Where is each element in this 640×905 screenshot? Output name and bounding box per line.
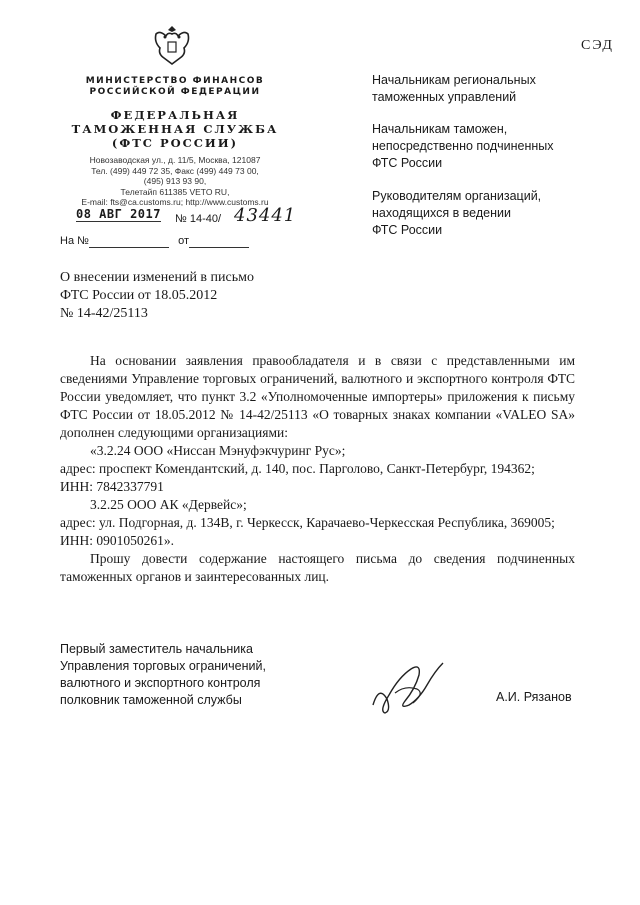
- handwritten-signature: [365, 655, 455, 725]
- reference-line: На № от: [60, 235, 249, 248]
- list-item: ИНН: 7842337791: [60, 479, 164, 494]
- sed-stamp: СЭД: [581, 38, 614, 53]
- letter-subject: О внесении изменений в письмо ФТС России от 18.05.2012 № 14-42/25113: [60, 270, 254, 321]
- addressee-regional: Начальникам региональных таможенных управлений: [372, 73, 536, 104]
- list-item: ИНН: 0901050261».: [60, 533, 174, 548]
- addressee-organizations: Руководителям организаций, находящихся в ведении ФТС России: [372, 189, 542, 237]
- letter-date: 08 АВГ 2017: [76, 207, 161, 221]
- signatory-name: А.И. Рязанов: [496, 690, 572, 704]
- contact-block: Новозаводская ул., д. 11/5, Москва, 121087 Тел. (499) 449 72 35, Факс (499) 449 73 00, (495) 913 93 90, Телетайп 611385 VETO RU, E-mail: fts@ca.customs.ru; http://www.customs.ru: [81, 155, 269, 207]
- body-paragraph-2: Прошу довести содержание настоящего письма до сведения подчиненных таможенных органов и заинтересованных лиц.: [60, 551, 575, 584]
- body-paragraph-1: На основании заявления правообладателя и в связи с представленными им сведениями Управление торговых ограничений, валютного и экспортного контроля ФТС России уведомляет, что пункт 3.2 «Уполномоченные импортеры» приложения к письму ФТС России от 18.05.2012 № 14-42/25113 «О товарных знаках компании «VALEO SA» дополнен следующими организациями:: [60, 353, 575, 440]
- list-item: адрес: проспект Комендантский, д. 140, пос. Парголово, Санкт-Петербург, 194362;: [60, 461, 535, 476]
- coat-of-arms-emblem: [150, 22, 194, 68]
- list-item: адрес: ул. Подгорная, д. 134В, г. Черкесск, Карачаево-Черкесская Республика, 369005;: [60, 515, 555, 530]
- list-item: «3.2.24 ООО «Ниссан Мэнуфэкчуринг Рус»;: [90, 443, 346, 458]
- ministry-name: МИНИСТЕРСТВО ФИНАНСОВ РОССИЙСКОЙ ФЕДЕРАЦИИ: [85, 76, 265, 97]
- letter-number: № 14-40/: [175, 213, 222, 225]
- list-item: 3.2.25 ООО АК «Дервейс»;: [90, 497, 247, 512]
- letter-body: [60, 352, 575, 586]
- service-name: ФЕДЕРАЛЬНАЯ ТАМОЖЕННАЯ СЛУЖБА (ФТС РОССИИ): [71, 108, 279, 150]
- signatory-title: Первый заместитель начальника Управления торговых ограничений, валютного и экспортного контроля полковник таможенной службы: [60, 642, 266, 707]
- handwritten-number: 43441: [234, 205, 297, 226]
- addressee-customs: Начальникам таможен, непосредственно подчиненных ФТС России: [372, 122, 554, 170]
